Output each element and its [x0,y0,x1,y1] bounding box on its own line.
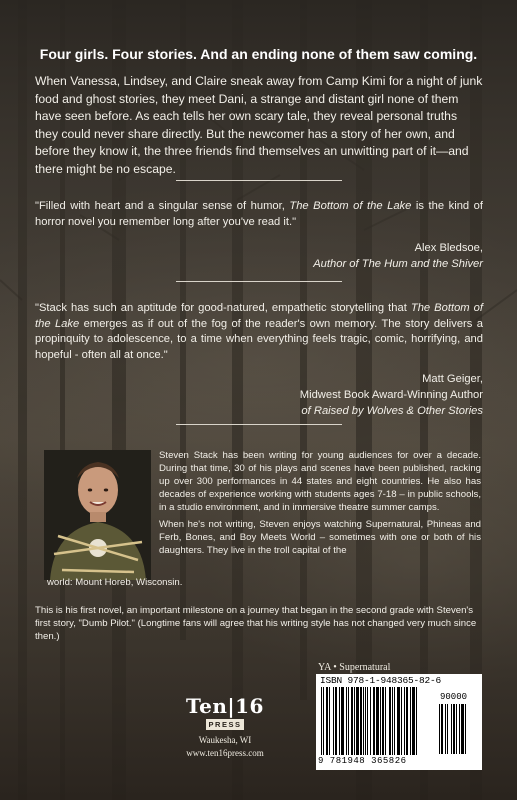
quote-1-text-before: "Filled with heart and a singular sense of humor, [35,200,290,212]
isbn-number: ISBN 978-1-948365-82-6 [320,675,442,686]
divider-top [176,180,342,181]
author-bio-paragraph-3: This is his first novel, an important milestone on a journey that began in the second grade with Steven's first story, "Dumb Pilot." (Longtime fans will agree that his writing style has not changed very much since then.) [35,605,477,642]
review-2-role-prefix: of [301,405,314,417]
barcode-digits: 9 781948 365826 [318,756,407,766]
price-code: 90000 [440,692,468,702]
review-quote-1 [35,199,483,230]
quote-2-text-before: "Stack has such an aptitude for good-natured, empathetic storytelling that [35,302,411,314]
publisher-press-label: PRESS [206,719,244,730]
publisher-city: Waukesha, WI [198,735,252,745]
review-2-role-line1: Midwest Book Award-Winning Author [299,389,483,401]
review-2-attribution [300,371,483,419]
barcode-bars-addon [438,704,478,754]
review-1-role [313,256,483,272]
review-2-role-line2 [300,403,483,419]
quote-2-book-title: The Bottom of the Lake [35,302,483,330]
author-bio-paragraph-2: When he's not writing, Steven enjoys watching Supernatural, Phineas and Ferb, Bones, and Boy Meets World – sometimes with one or both of his daughters. They live in the troll capital of the [159,519,481,556]
genre-label: YA • Supernatural [318,662,391,673]
review-1-role-prefix: Author of [313,258,362,270]
review-2-book: Raised by Wolves & Other Stories [313,405,483,417]
review-quote-2 [35,301,483,363]
isbn-barcode [316,674,482,770]
quote-1-book-title: The Bottom of the Lake [289,200,412,212]
author-bio-paragraph-1: Steven Stack has been writing for young audiences for over a decade. During that time, 30 of his plays and scenes have been published, racking up over 300 performances in 44 states and eight countries. He also has decades of experience working with students ages 7-18 – in public schools, in a studio environment, and in immersive theatre summer camps. [159,450,481,513]
divider-bottom [176,424,342,425]
author-photo [44,450,151,580]
barcode-bars-main [320,687,436,755]
review-2-author: Matt Geiger, [422,373,483,385]
review-1-attribution [313,240,483,272]
publisher-website: www.ten16press.com [186,748,264,758]
divider-middle [176,281,342,282]
review-1-book: The Hum and the Shiver [361,258,483,270]
quote-1-text-after: is the kind of horror novel you remember long after you've read it." [35,200,484,228]
synopsis: When Vanessa, Lindsey, and Claire sneak away from Camp Kimi for a night of junk food and ghost stories, they meet Dani, a strange and distant girl none of them have seen before. As each tells her own scary tale, they reveal personal truths they could never share directly. But the newcomer has a story of her own, and before they know it, the three friends find themselves an unwitting part of it—and there might be no escape. [35,74,483,176]
author-bio-paragraph-2-tail: world: Mount Horeb, Wisconsin. [47,577,183,588]
publisher-logo: Ten|16 [186,694,264,718]
tagline: Four girls. Four stories. And an ending none of them saw coming. [39,46,478,62]
quote-2-text-after: emerges as if out of the fog of the reader's own memory. The story delivers a propinquity to adolescence, to a time when everything feels tragic, comic, horrifying, and hopeful - often all at once." [35,317,483,361]
review-1-author: Alex Bledsoe, [414,242,483,254]
